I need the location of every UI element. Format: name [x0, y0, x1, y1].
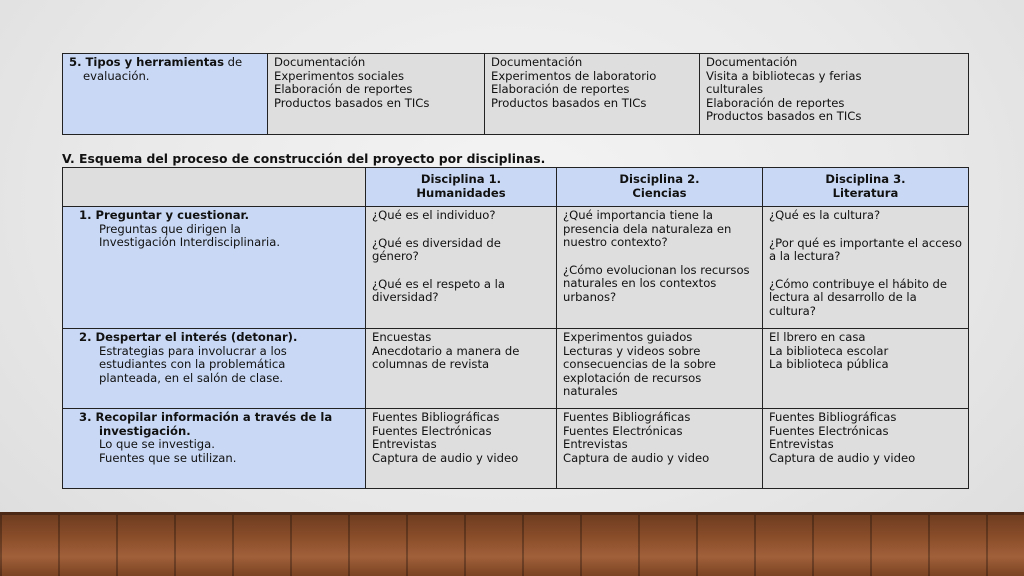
list-item: Experimentos guiados — [563, 330, 693, 344]
row-label-cell — [63, 54, 268, 135]
header-row — [63, 168, 969, 207]
question: ¿Qué es el respeto a la diversidad? — [372, 276, 505, 305]
list-cell-2 — [485, 54, 700, 135]
row-title-line2: investigación. — [99, 423, 191, 438]
cell-discipline-3 — [763, 409, 969, 489]
section-title: V. Esquema del proceso de construcción del proyecto por disciplinas. — [62, 151, 546, 166]
cell-discipline-2 — [557, 409, 763, 489]
row-label-bold: 5. Tipos y herramientas — [69, 55, 224, 69]
list-item: Experimentos de laboratorio — [491, 68, 657, 83]
row-desc-line: Preguntas que dirigen la — [99, 221, 241, 236]
row-desc-line: Estrategias para involucrar a los — [99, 343, 287, 358]
list-item: Elaboración de reportes — [706, 95, 845, 110]
list-item: Fuentes Bibliográficas — [769, 410, 897, 424]
row-title: 3. Recopilar información a través de la — [79, 410, 333, 424]
question: ¿Qué es diversidad de género? — [372, 235, 501, 264]
list-item: Captura de audio y video — [372, 450, 519, 465]
list-item: Elaboración de reportes — [491, 82, 630, 97]
list-item: Lecturas y videos sobre consecuencias de la sobre explotación de recursos naturales — [563, 343, 716, 399]
cell-discipline-3 — [763, 329, 969, 409]
header-line: Disciplina 1. — [420, 172, 502, 187]
list-item: El lbrero en casa — [769, 330, 866, 344]
list-item: Fuentes Electrónicas — [769, 423, 889, 438]
row-label-rest: de — [224, 55, 243, 69]
list-item: La biblioteca escolar — [769, 343, 889, 358]
list-item: Entrevistas — [769, 437, 834, 452]
list-item: Entrevistas — [372, 437, 437, 452]
list-item: Documentación — [491, 55, 583, 69]
row-desc-line: Investigación Interdisciplinaria. — [99, 235, 281, 250]
row-title: 2. Despertar el interés (detonar). — [79, 330, 298, 344]
list-item: Captura de audio y video — [769, 450, 916, 465]
list-item: Fuentes Bibliográficas — [372, 410, 500, 424]
floor-edge — [0, 512, 1024, 515]
row-title: 1. Preguntar y cuestionar. — [79, 208, 250, 222]
row-label-cell — [63, 409, 366, 489]
list-item: Anecdotario a manera de columnas de revista — [372, 343, 520, 372]
cell-discipline-1 — [366, 329, 557, 409]
list-item: Productos basados en TICs — [491, 95, 647, 110]
row-desc-line: planteada, en el salón de clase. — [99, 370, 284, 385]
cell-discipline-1 — [366, 207, 557, 329]
list-item: Captura de audio y video — [563, 450, 710, 465]
question: ¿Qué es el individuo? — [372, 208, 496, 222]
header-empty-cell — [63, 168, 366, 207]
row-label-line2: evaluación. — [83, 68, 150, 83]
list-item: culturales — [706, 82, 764, 97]
header-line: Disciplina 2. — [619, 172, 700, 187]
list-item: Encuestas — [372, 330, 432, 344]
list-item: Fuentes Electrónicas — [563, 423, 683, 438]
question: ¿Qué es la cultura? — [769, 208, 881, 222]
table-row — [63, 329, 969, 409]
header-discipline-3 — [763, 168, 969, 207]
row-label-cell — [63, 329, 366, 409]
evaluation-table — [62, 53, 969, 135]
header-discipline-2 — [557, 168, 763, 207]
table-row — [63, 54, 969, 135]
list-item: Entrevistas — [563, 437, 628, 452]
header-line: Disciplina 3. — [825, 172, 906, 187]
question: ¿Por qué es importante el acceso a la lectura? — [769, 235, 962, 264]
project-scheme-table — [62, 167, 969, 489]
list-item: Productos basados en TICs — [706, 109, 862, 124]
row-desc-line: Lo que se investiga. — [99, 437, 215, 452]
header-discipline-1 — [366, 168, 557, 207]
list-item: Documentación — [274, 55, 366, 69]
table-row — [63, 409, 969, 489]
row-desc-line: estudiantes con la problemática — [99, 357, 286, 372]
row-label-cell — [63, 207, 366, 329]
header-line: Humanidades — [416, 186, 506, 200]
list-item: Productos basados en TICs — [274, 95, 430, 110]
list-cell-1 — [268, 54, 485, 135]
list-item: Fuentes Electrónicas — [372, 423, 492, 438]
header-line: Literatura — [832, 186, 899, 200]
list-item: Elaboración de reportes — [274, 82, 413, 97]
list-cell-3 — [700, 54, 969, 135]
cell-discipline-2 — [557, 207, 763, 329]
list-item: Documentación — [706, 55, 798, 69]
cell-discipline-1 — [366, 409, 557, 489]
wooden-floor — [0, 512, 1024, 576]
list-item: La biblioteca pública — [769, 357, 889, 372]
cell-discipline-3 — [763, 207, 969, 329]
list-item: Fuentes Bibliográficas — [563, 410, 691, 424]
row-desc-line: Fuentes que se utilizan. — [99, 450, 237, 465]
question: ¿Cómo contribuye el hábito de lectura al desarrollo de la cultura? — [769, 276, 948, 318]
cell-discipline-2 — [557, 329, 763, 409]
list-item: Experimentos sociales — [274, 68, 405, 83]
header-line: Ciencias — [632, 186, 687, 200]
table-row — [63, 207, 969, 329]
question: ¿Cómo evolucionan los recursos naturales en los contextos urbanos? — [563, 262, 750, 304]
list-item: Visita a bibliotecas y ferias — [706, 68, 862, 83]
question: ¿Qué importancia tiene la presencia dela naturaleza en nuestro contexto? — [563, 208, 732, 250]
